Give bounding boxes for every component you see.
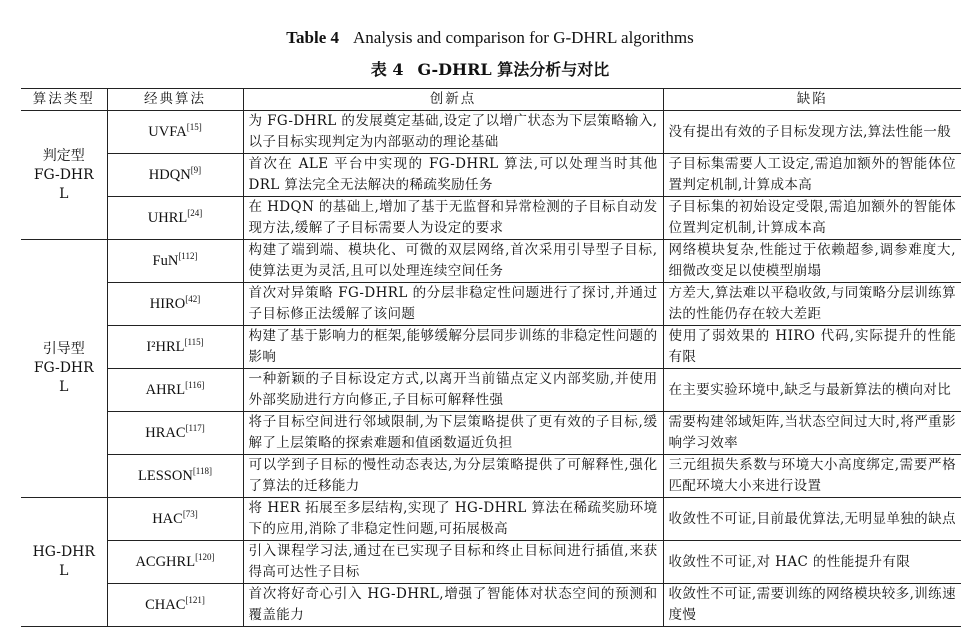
defect-cell: 网络模块复杂,性能过于依赖超参,调参难度大,细微改变足以使模型崩塌 [663,240,961,283]
algorithm-name: FuN [152,252,179,269]
table-row [21,326,961,369]
category-line: FG-DHR [33,360,94,376]
citation-ref: [120] [195,551,215,562]
category-cell [21,111,107,240]
citation-ref: [116] [185,379,205,390]
defect-cell: 使用了弱效果的 HIRO 代码,实际提升的性能有限 [663,326,961,369]
category-line: L [59,379,69,395]
table-row [21,455,961,498]
innovation-cell: 首次将好奇心引入 HG-DHRL,增强了智能体对状态空间的预测和覆盖能力 [243,584,663,627]
caption-en-label: Table 4 [286,28,340,47]
algorithm-name: HRAC [145,424,186,441]
category-line: L [59,563,69,579]
innovation-cell: 可以学到子目标的慢性动态表达,为分层策略提供了可解释性,强化了算法的迁移能力 [243,455,663,498]
category-cell [21,240,107,498]
citation-ref: [117] [185,422,205,433]
table-row [21,197,961,240]
algorithm-cell [107,197,243,240]
header-classic-algorithm: 经典算法 [107,89,243,111]
table-row [21,584,961,627]
algorithm-name: UVFA [148,123,187,140]
innovation-cell: 将子目标空间进行邻域限制,为下层策略提供了更有效的子目标,缓解了上层策略的探索难题和值函数逼近负担 [243,412,663,455]
algorithm-cell [107,369,243,412]
defect-cell: 没有提出有效的子目标发现方法,算法性能一般 [663,111,961,154]
citation-ref: [118] [192,465,212,476]
algorithm-name: ACGHRL [135,553,196,570]
category-line: FG-DHR [33,166,94,183]
table-row [21,498,961,541]
innovation-cell: 将 HER 拓展至多层结构,实现了 HG-DHRL 算法在稀疏奖励环境下的应用,消除了非稳定性问题,可拓展极高 [243,498,663,541]
algorithm-cell [107,326,243,369]
innovation-cell: 首次在 ALE 平台中实现的 FG-DHRL 算法,可以处理当时其他 DRL 算法完全无法解决的稀疏奖励任务 [243,154,663,197]
algorithm-name: HAC [152,510,183,527]
citation-ref: [73] [182,508,198,519]
innovation-cell: 为 FG-DHRL 的发展奠定基础,设定了以增广状态为下层策略输入,以子目标实现判定为内部驱动的理论基础 [243,111,663,154]
table-row [21,412,961,455]
algorithm-cell [107,111,243,154]
citation-ref: [24] [187,207,203,218]
defect-cell: 需要构建邻域矩阵,当状态空间过大时,将严重影响学习效率 [663,412,961,455]
table-row [21,240,961,283]
innovation-cell: 首次对异策略 FG-DHRL 的分层非稳定性问题进行了探讨,并通过子目标修正法缓解了该问题 [243,283,663,326]
caption-chinese [0,57,980,80]
header-innovation: 创新点 [243,89,663,111]
header-defect: 缺陷 [663,89,961,111]
algorithm-name: AHRL [145,381,186,398]
caption-zh-title: G-DHRL 算法分析与对比 [417,60,610,79]
category-line: L [59,185,69,202]
algorithm-cell [107,541,243,584]
algorithm-cell [107,455,243,498]
defect-cell: 子目标集需要人工设定,需追加额外的智能体位置判定机制,计算成本高 [663,154,961,197]
innovation-cell: 构建了基于影响力的框架,能够缓解分层同步训练的非稳定性问题的影响 [243,326,663,369]
category-line: HG-DHR [32,544,95,560]
algorithm-name: HDQN [148,166,191,183]
defect-cell: 收敛性不可证,需要训练的网络模块较多,训练速度慢 [663,584,961,627]
table-row [21,111,961,154]
table-row [21,541,961,584]
algorithm-cell [107,283,243,326]
defect-cell: 收敛性不可证,对 HAC 的性能提升有限 [663,541,961,584]
header-algorithm-type: 算法类型 [21,89,107,111]
defect-cell: 收敛性不可证,目前最优算法,无明显单独的缺点 [663,498,961,541]
defect-cell: 三元组损失系数与环境大小高度绑定,需要严格匹配环境大小来进行设置 [663,455,961,498]
algorithm-name: UHRL [147,209,188,226]
innovation-cell: 一种新颖的子目标设定方式,以离开当前锚点定义内部奖励,并使用外部奖励进行方向修正,子目标可解释性强 [243,369,663,412]
algorithm-cell [107,584,243,627]
table-row [21,154,961,197]
algorithm-name: LESSON [138,467,193,484]
comparison-table [21,88,961,627]
citation-ref: [42] [185,293,201,304]
citation-ref: [15] [186,121,202,132]
caption-en-title: Analysis and comparison for G-DHRL algorithms [353,28,694,47]
caption-english [0,28,980,48]
defect-cell: 方差大,算法难以平稳收敛,与同策略分层训练算法的性能仍存在较大差距 [663,283,961,326]
algorithm-cell [107,154,243,197]
algorithm-name: CHAC [145,596,186,613]
algorithm-name: HIRO [149,295,186,312]
citation-ref: [115] [184,336,204,347]
citation-ref: [121] [185,594,205,605]
citation-ref: [9] [190,164,202,175]
table-row [21,283,961,326]
category-line: 判定型 [42,147,85,164]
defect-cell: 在主要实验环境中,缺乏与最新算法的横向对比 [663,369,961,412]
citation-ref: [112] [178,250,198,261]
innovation-cell: 引入课程学习法,通过在已实现子目标和终止目标间进行插值,来获得高可达性子目标 [243,541,663,584]
defect-cell: 子目标集的初始设定受限,需追加额外的智能体位置判定机制,计算成本高 [663,197,961,240]
header-row [21,89,961,111]
algorithm-name: I²HRL [146,338,185,355]
category-cell [21,498,107,627]
innovation-cell: 在 HDQN 的基础上,增加了基于无监督和异常检测的子目标自动发现方法,缓解了子目标需要人为设定的要求 [243,197,663,240]
algorithm-cell [107,498,243,541]
innovation-cell: 构建了端到端、模块化、可微的双层网络,首次采用引导型子目标,使算法更为灵活,且可以处理连续空间任务 [243,240,663,283]
algorithm-cell [107,412,243,455]
category-line: 引导型 [42,341,85,357]
table-row [21,369,961,412]
algorithm-cell [107,240,243,283]
caption-zh-label: 表 4 [370,60,404,79]
